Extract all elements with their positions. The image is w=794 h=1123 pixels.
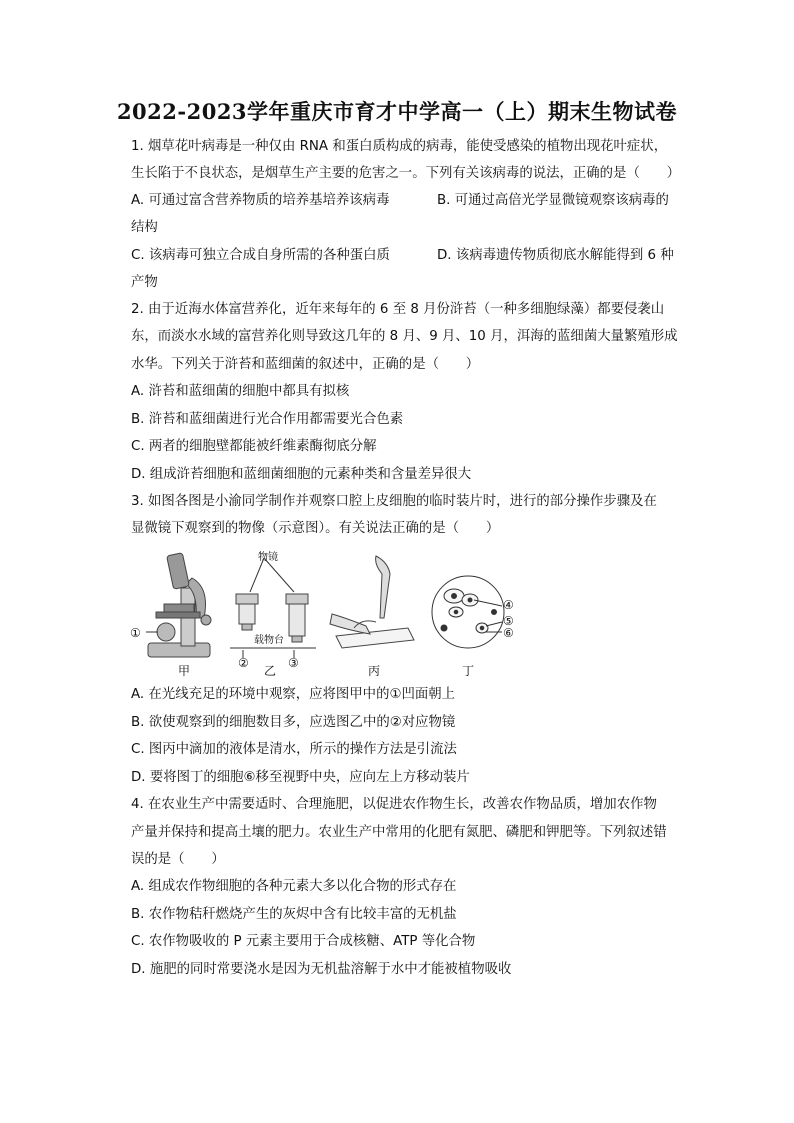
q2-option-d: D. 组成浒苔细胞和蓝细菌细胞的元素种类和含量差异很大 [131, 467, 472, 482]
q2-option-b: B. 浒苔和蓝细菌进行光合作用都需要光合色素 [131, 412, 404, 427]
q3-option-d: D. 要将图丁的细胞⑥移至视野中央，应向左上方移动装片 [131, 770, 470, 785]
label-4: ④ [503, 598, 514, 612]
label-3: ③ [288, 656, 299, 670]
q4-option-d: D. 施肥的同时常要浇水是因为无机盐溶解于水中才能被植物吸收 [131, 962, 512, 977]
q1-stem-line2: 生长陷于不良状态，是烟草生产主要的危害之一。下列有关该病毒的说法，正确的是（ ） [131, 166, 681, 181]
q4-option-a: A. 组成农作物细胞的各种元素大多以化合物的形式存在 [131, 879, 457, 894]
q1-option-d-cont: 产物 [131, 275, 158, 290]
microscope-illustration [148, 553, 211, 657]
label-2: ② [238, 656, 249, 670]
q1-option-b: B. 可通过高倍光学显微镜观察该病毒的 [437, 193, 669, 208]
q3-figure-drawing [126, 548, 526, 678]
q3-stem-line2: 显微镜下观察到的物像（示意图）。有关说法正确的是（ ） [131, 521, 500, 536]
label-yi: 乙 [264, 664, 277, 678]
label-jia: 甲 [178, 664, 191, 678]
label-objective: 物镜 [258, 552, 278, 563]
slide-dropper-illustration [330, 556, 414, 648]
label-5: ⑤ [503, 614, 514, 628]
q3-option-b: B. 欲使观察到的细胞数目多，应选图乙中的②对应物镜 [131, 715, 456, 730]
q1-option-a: A. 可通过富含营养物质的培养基培养该病毒 [131, 193, 390, 208]
page-title: 2022-2023学年重庆市育才中学高一（上）期末生物试卷 [116, 99, 678, 124]
q4-option-c: C. 农作物吸收的 P 元素主要用于合成核糖、ATP 等化合物 [131, 934, 476, 949]
q3-option-c: C. 图丙中滴加的液体是清水，所示的操作方法是引流法 [131, 742, 457, 757]
q2-option-c: C. 两者的细胞壁都能被纤维素酶彻底分解 [131, 439, 377, 454]
label-ding: 丁 [462, 664, 475, 678]
q4-stem-line1: 4. 在农业生产中需要适时、合理施肥，以促进农作物生长，改善农作物品质，增加农作物 [131, 797, 657, 812]
label-stage: 载物台 [254, 635, 284, 646]
q3-figure [126, 548, 526, 678]
label-bing: 丙 [368, 664, 381, 678]
q2-stem-line3: 水华。下列关于浒苔和蓝细菌的叙述中，正确的是（ ） [131, 357, 480, 372]
q4-stem-line2: 产量并保持和提高土壤的肥力。农业生产中常用的化肥有氮肥、磷肥和钾肥等。下列叙述错 [131, 825, 667, 840]
q4-stem-line3: 误的是（ ） [131, 852, 225, 867]
q1-option-c: C. 该病毒可独立合成自身所需的各种蛋白质 [131, 248, 390, 263]
q3-option-a: A. 在光线充足的环境中观察，应将图甲中的①凹面朝上 [131, 687, 456, 702]
q2-option-a: A. 浒苔和蓝细菌的细胞中都具有拟核 [131, 384, 350, 399]
q4-option-b: B. 农作物秸秆燃烧产生的灰烬中含有比较丰富的无机盐 [131, 907, 457, 922]
field-of-view-illustration [432, 576, 504, 648]
q2-stem-line1: 2. 由于近海水体富营养化，近年来每年的 6 至 8 月份浒苔（一种多细胞绿藻）都要侵袭山 [131, 302, 665, 317]
q1-stem-line1: 1. 烟草花叶病毒是一种仅由 RNA 和蛋白质构成的病毒，能使受感染的植物出现花叶症状， [131, 139, 668, 154]
q3-stem-line1: 3. 如图各图是小渝同学制作并观察口腔上皮细胞的临时装片时，进行的部分操作步骤及在 [131, 494, 657, 509]
q1-option-d: D. 该病毒遗传物质彻底水解能得到 6 种 [437, 248, 674, 263]
q1-option-b-cont: 结构 [131, 220, 158, 235]
label-6: ⑥ [503, 626, 514, 640]
q2-stem-line2: 东，而淡水水域的富营养化则导致这几年的 8 月、9 月、10 月，洱海的蓝细菌大量繁殖形成 [131, 329, 678, 344]
label-1: ① [130, 626, 141, 640]
